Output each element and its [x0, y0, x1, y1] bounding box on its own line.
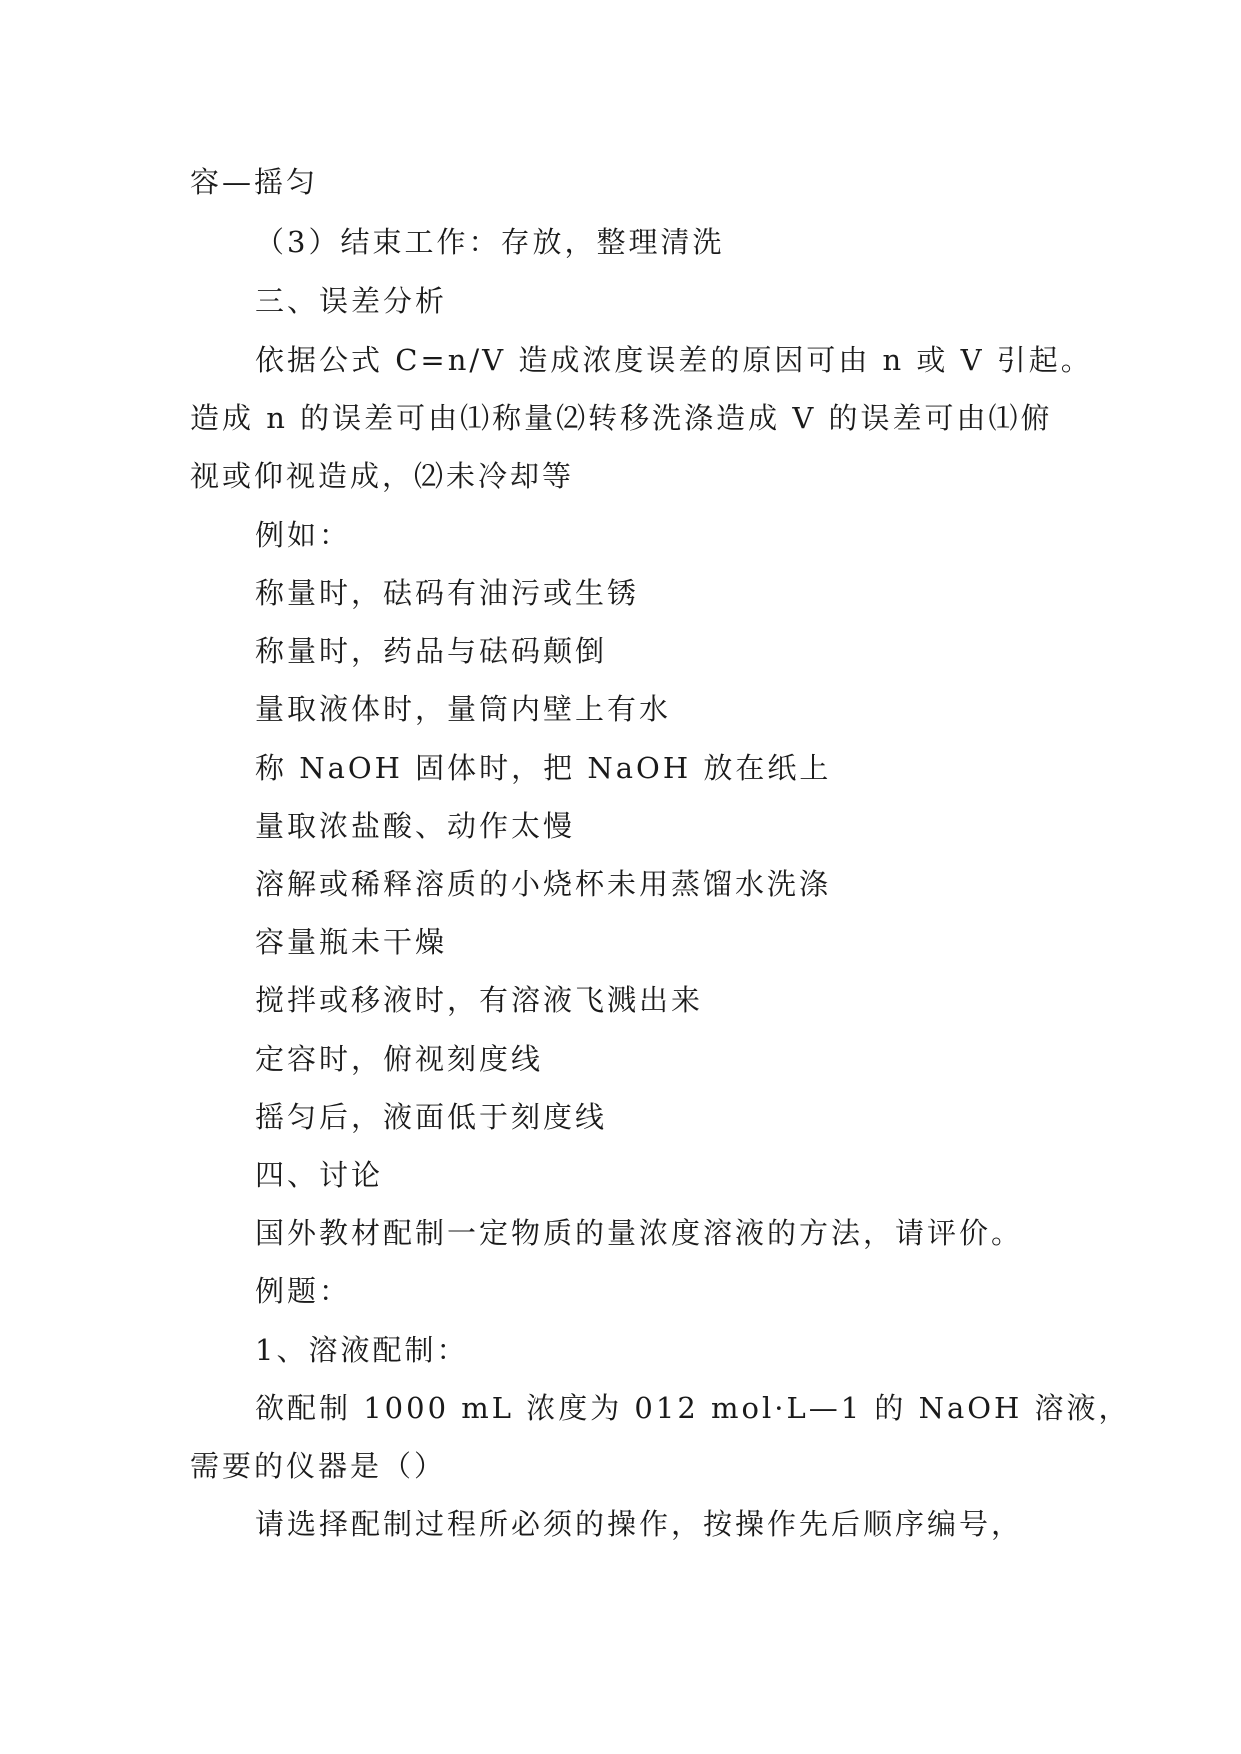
list-item: 搅拌或移液时，有溶液飞溅出来 [255, 983, 704, 1017]
list-item: 量取浓盐酸、动作太慢 [255, 809, 576, 843]
list-item: 溶解或稀释溶质的小烧杯未用蒸馏水洗涤 [255, 867, 832, 901]
list-item: 称量时，砝码有油污或生锈 [255, 576, 640, 610]
section-heading: 四、讨论 [255, 1158, 384, 1192]
list-item: 容量瓶未干燥 [255, 925, 448, 959]
text-line: 容—摇匀 [190, 165, 319, 199]
list-item: 定容时，俯视刻度线 [255, 1042, 544, 1076]
text-line: 例题： [255, 1274, 352, 1308]
text-line: 欲配制 1000 mL 浓度为 012 mol·L—1 的 NaOH 溶液， [255, 1391, 1131, 1425]
list-item: 称量时，药品与砝码颠倒 [255, 634, 608, 668]
text-line: 1、溶液配制： [255, 1333, 469, 1367]
text-line: 造成 n 的误差可由⑴称量⑵转移洗涤造成 V 的误差可由⑴俯 [190, 401, 1053, 435]
list-item: 摇匀后，液面低于刻度线 [255, 1100, 608, 1134]
text-line: 请选择配制过程所必须的操作，按操作先后顺序编号， [255, 1507, 1024, 1541]
text-line: 视或仰视造成，⑵未冷却等 [190, 459, 575, 493]
list-item: 称 NaOH 固体时，把 NaOH 放在纸上 [255, 751, 832, 785]
section-heading: 三、误差分析 [255, 284, 448, 318]
text-line: （3）结束工作：存放，整理清洗 [255, 225, 725, 259]
text-line: 依据公式 C=n/V 造成浓度误差的原因可由 n 或 V 引起。 [255, 343, 1093, 377]
text-line: 例如： [255, 518, 352, 552]
text-line: 需要的仪器是（） [190, 1449, 447, 1483]
list-item: 量取液体时，量筒内壁上有水 [255, 692, 672, 726]
text-line: 国外教材配制一定物质的量浓度溶液的方法，请评价。 [255, 1216, 1024, 1250]
